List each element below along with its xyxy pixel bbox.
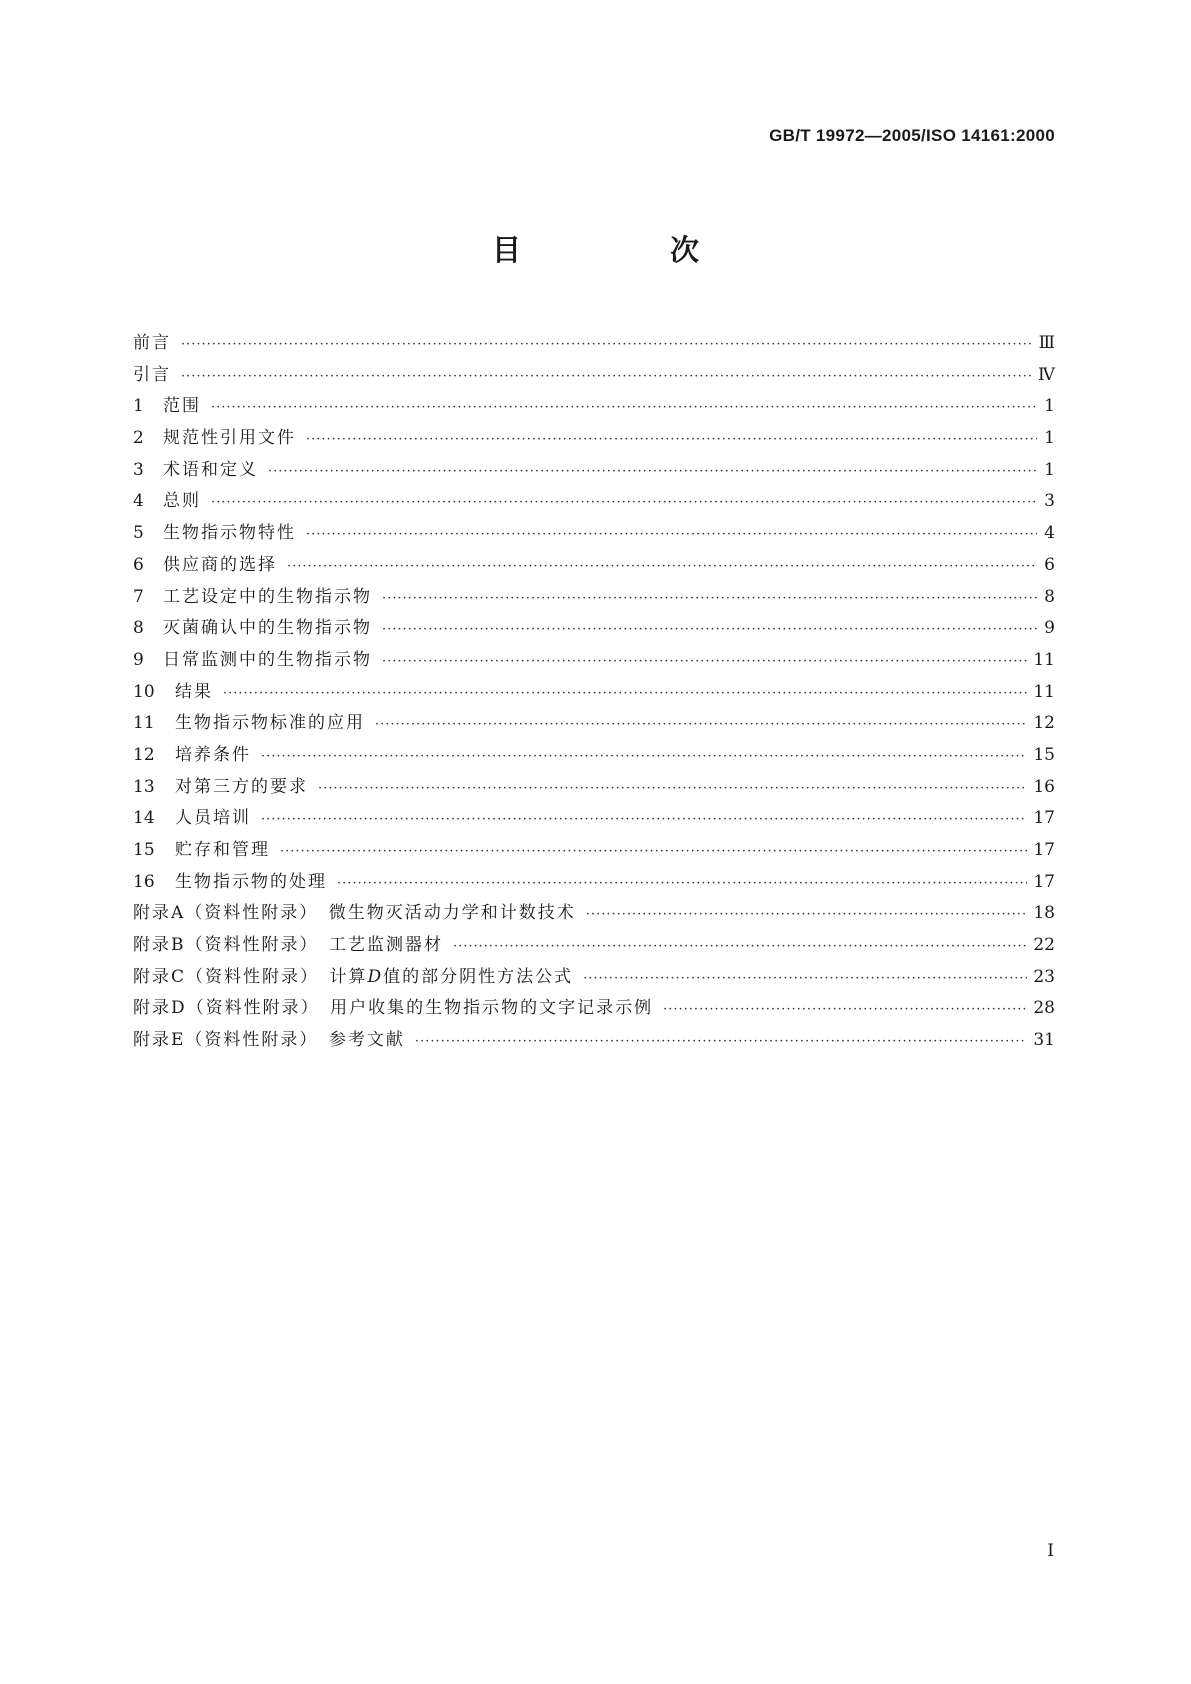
toc-dot-leader bbox=[181, 329, 1033, 361]
toc-entry[interactable] bbox=[133, 835, 1055, 867]
toc-dot-leader bbox=[211, 487, 1037, 519]
toc-entry[interactable] bbox=[133, 962, 1055, 994]
toc-entry[interactable] bbox=[133, 898, 1055, 930]
toc-entry[interactable] bbox=[133, 645, 1055, 677]
toc-dot-leader bbox=[223, 678, 1027, 710]
toc-entry-number: 5 bbox=[133, 523, 144, 544]
toc-entry-page: 17 bbox=[1033, 840, 1055, 860]
toc-entry[interactable] bbox=[133, 993, 1055, 1025]
toc-entry[interactable] bbox=[133, 328, 1055, 360]
toc-entry-page: 12 bbox=[1033, 713, 1055, 734]
toc-entry-number: 1 bbox=[133, 396, 144, 417]
toc-entry-label: 规范性引用文件 bbox=[163, 428, 296, 449]
toc-entry-page: 9 bbox=[1044, 618, 1055, 639]
toc-dot-leader bbox=[583, 963, 1027, 995]
toc-entry-label: 附录B（资料性附录） 工艺监测器材 bbox=[133, 935, 443, 956]
toc-dot-leader bbox=[415, 1026, 1027, 1058]
toc-entry-page: 22 bbox=[1033, 935, 1055, 956]
toc-entry-label: 引言 bbox=[133, 364, 171, 385]
toc-entry-label: 生物指示物特性 bbox=[163, 523, 296, 544]
toc-entry-label: 供应商的选择 bbox=[163, 554, 277, 575]
toc-dot-leader bbox=[181, 361, 1032, 393]
page-number: I bbox=[1047, 1541, 1054, 1561]
toc-entry-number: 15 bbox=[133, 840, 155, 860]
toc-entry-page: Ⅲ bbox=[1038, 333, 1055, 353]
toc-entry-page: 11 bbox=[1033, 681, 1055, 702]
toc-entry-page: 3 bbox=[1044, 491, 1055, 512]
toc-dot-leader bbox=[337, 868, 1027, 900]
toc-entry-page: 1 bbox=[1044, 459, 1055, 480]
toc-dot-leader bbox=[382, 614, 1037, 646]
toc-entry[interactable] bbox=[133, 582, 1055, 614]
toc-entry-label: 范围 bbox=[163, 396, 201, 417]
toc-entry[interactable] bbox=[133, 423, 1055, 455]
toc-entry[interactable] bbox=[133, 708, 1055, 740]
toc-entry-number: 9 bbox=[133, 649, 144, 670]
toc-entry-page: 18 bbox=[1033, 903, 1055, 924]
toc-entry-page: 6 bbox=[1044, 554, 1055, 575]
toc-entry[interactable] bbox=[133, 486, 1055, 518]
toc-dot-leader bbox=[268, 456, 1037, 488]
standard-code: GB/T 19972—2005/ISO 14161:2000 bbox=[769, 126, 1055, 145]
toc-entry-label: 日常监测中的生物指示物 bbox=[163, 649, 372, 670]
toc-entry[interactable] bbox=[133, 550, 1055, 582]
toc-dot-leader bbox=[306, 424, 1037, 456]
toc-entry-label: 附录E（资料性附录） 参考文献 bbox=[133, 1030, 405, 1051]
toc-entry-page: 11 bbox=[1033, 649, 1055, 670]
toc-entry-page: 15 bbox=[1033, 744, 1055, 765]
toc-entry-label: 附录C（资料性附录） 计算D值的部分阴性方法公式 bbox=[133, 966, 574, 987]
toc-dot-leader bbox=[261, 741, 1027, 773]
toc-entry-label: 生物指示物的处理 bbox=[175, 871, 327, 892]
toc-entry[interactable] bbox=[133, 772, 1055, 804]
toc-entry-number: 11 bbox=[133, 713, 155, 734]
toc-entry-number: 6 bbox=[133, 554, 144, 575]
toc-dot-leader bbox=[211, 392, 1037, 424]
toc-entry-page: 31 bbox=[1033, 1030, 1055, 1051]
toc-entry-label: 人员培训 bbox=[175, 808, 251, 829]
toc-entry[interactable] bbox=[133, 740, 1055, 772]
toc-entry-number: 3 bbox=[133, 459, 144, 480]
toc-entry-page: 17 bbox=[1033, 871, 1055, 892]
toc-entry-number: 2 bbox=[133, 428, 144, 449]
toc-entry[interactable] bbox=[133, 360, 1055, 392]
toc-entry-page: Ⅳ bbox=[1038, 364, 1055, 385]
toc-dot-leader bbox=[318, 773, 1027, 805]
toc-dot-leader bbox=[375, 709, 1027, 741]
toc-entry-label: 生物指示物标准的应用 bbox=[175, 713, 365, 734]
toc-entry-page: 17 bbox=[1033, 808, 1055, 829]
toc-entry[interactable] bbox=[133, 613, 1055, 645]
toc-entry[interactable] bbox=[133, 1025, 1055, 1057]
toc-entry-page: 28 bbox=[1033, 998, 1055, 1019]
toc-entry-page: 1 bbox=[1044, 396, 1055, 417]
toc-dot-leader bbox=[287, 551, 1037, 583]
toc-entry[interactable] bbox=[133, 455, 1055, 487]
toc-entry-label: 前言 bbox=[133, 333, 171, 353]
toc-entry-number: 7 bbox=[133, 586, 144, 607]
toc-entry-label: 附录D（资料性附录） 用户收集的生物指示物的文字记录示例 bbox=[133, 998, 654, 1019]
toc-entry[interactable] bbox=[133, 391, 1055, 423]
toc-dot-leader bbox=[261, 804, 1027, 836]
toc-entry-label: 工艺设定中的生物指示物 bbox=[163, 586, 372, 607]
toc-entry-number: 4 bbox=[133, 491, 144, 512]
toc-entry-number: 14 bbox=[133, 808, 155, 829]
toc-entry[interactable] bbox=[133, 677, 1055, 709]
toc-entry-number: 8 bbox=[133, 618, 144, 639]
toc-entry-page: 4 bbox=[1044, 523, 1055, 544]
toc-entry-label: 总则 bbox=[163, 491, 201, 512]
toc-entry[interactable] bbox=[133, 867, 1055, 899]
toc-dot-leader bbox=[306, 519, 1037, 551]
toc-entry-page: 8 bbox=[1044, 586, 1055, 607]
toc-entry-label: 对第三方的要求 bbox=[175, 776, 308, 797]
toc-entry-number: 16 bbox=[133, 871, 155, 892]
toc-entry-label: 培养条件 bbox=[175, 744, 251, 765]
toc-dot-leader bbox=[280, 836, 1027, 868]
toc-dot-leader bbox=[586, 899, 1028, 931]
toc-entry-page: 23 bbox=[1033, 966, 1055, 987]
toc-entry-page: 16 bbox=[1033, 776, 1055, 797]
table-of-contents bbox=[133, 328, 1055, 1057]
toc-entry-number: 12 bbox=[133, 744, 155, 765]
toc-dot-leader bbox=[382, 583, 1037, 615]
toc-entry-label: 结果 bbox=[175, 681, 213, 702]
toc-entry[interactable] bbox=[133, 803, 1055, 835]
toc-entry[interactable] bbox=[133, 930, 1055, 962]
toc-entry-page: 1 bbox=[1044, 428, 1055, 449]
toc-entry-label: 贮存和管理 bbox=[175, 840, 270, 860]
page-title: 目 次 bbox=[491, 233, 759, 267]
toc-entry-label: 附录A（资料性附录） 微生物灭活动力学和计数技术 bbox=[133, 903, 576, 924]
toc-entry-number: 10 bbox=[133, 681, 155, 702]
toc-entry-label: 术语和定义 bbox=[163, 459, 258, 480]
toc-dot-leader bbox=[382, 646, 1027, 678]
toc-entry-number: 13 bbox=[133, 776, 155, 797]
toc-entry[interactable] bbox=[133, 518, 1055, 550]
toc-entry-label: 灭菌确认中的生物指示物 bbox=[163, 618, 372, 639]
toc-dot-leader bbox=[453, 931, 1027, 963]
toc-dot-leader bbox=[663, 994, 1027, 1026]
